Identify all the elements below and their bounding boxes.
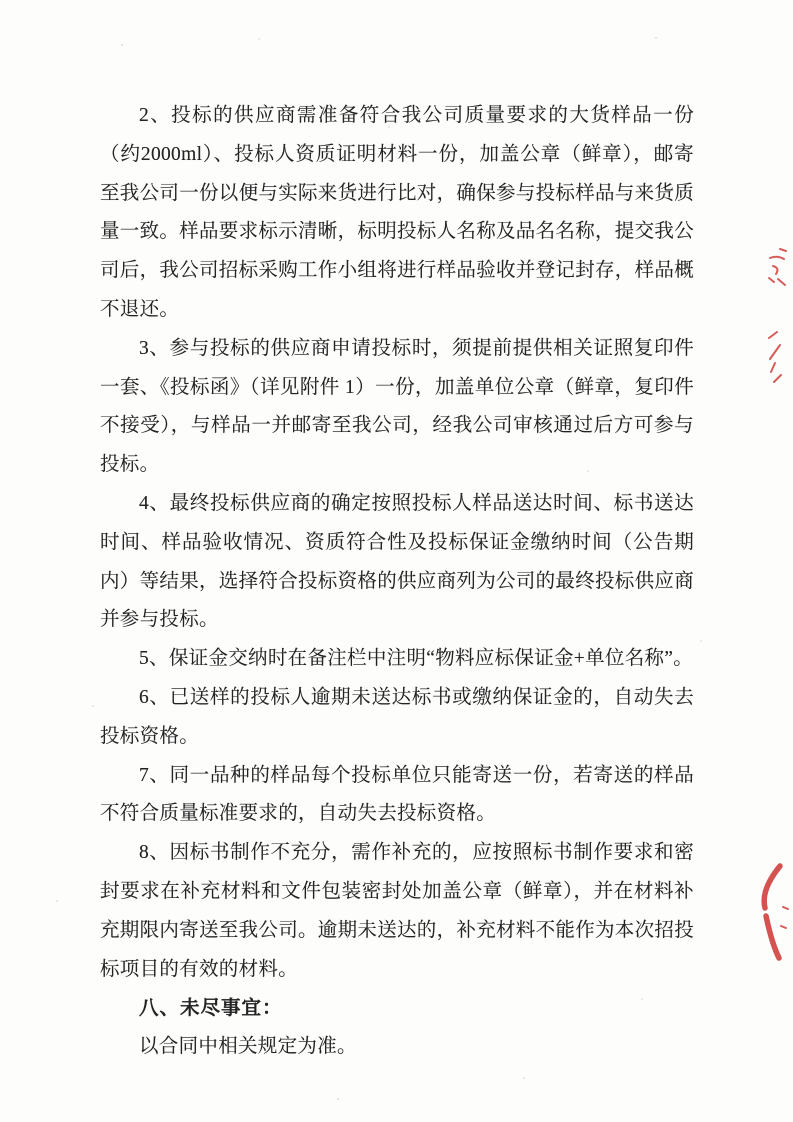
red-seal-arc-fragment (756, 860, 793, 964)
paragraph-item-3: 3、参与投标的供应商申请投标时，须提前提供相关证照复印件一套、《投标函》（详见附件 1）一份，加盖单位公章（鲜章，复印件不接受），与样品一并邮寄至我公司，经我公司审核通过后方可参与投标。 (100, 337, 694, 476)
paragraph-item-4: 4、最终投标供应商的确定按照投标人样品送达时间、标书送达时间、样品验收情况、资质符合性及投标保证金缴纳时间（公告期内）等结果，选择符合投标资格的供应商列为公司的最终投标供应商并参与投标。 (100, 492, 695, 631)
paragraph-item-2: 2、投标的供应商需准备符合我公司质量要求的大货样品一份（约2000ml）、投标人资质证明材料一份，加盖公章（鲜章），邮寄至我公司一份以便与实际来货进行比对，确保参与投标样品与来货质量一致。样品要求标示清晰，标明投标人名称及品名名称，提交我公司后，我公司招标采购工作小组将进行样品验收并登记封存，样品概不退还。 (100, 105, 695, 320)
red-ink-fragment-top (764, 246, 790, 292)
closing-line: 以合同中相关规定为准。 (139, 1036, 357, 1058)
section-heading-unfinished-matters: 八、未尽事宜： (139, 997, 283, 1020)
document-body (100, 97, 694, 1067)
red-ink-fragment-middle (758, 328, 788, 386)
paragraph-item-6: 6、已送样的投标人逾期未送达标书或缴纳保证金的，自动失去投标资格。 (100, 686, 694, 747)
paragraph-item-8: 8、因标书制作不充分，需作补充的，应按照标书制作要求和密封要求在补充材料和文件包装密封处加盖公章（鲜章），并在材料补充期限内寄送至我公司。逾期未送达的，补充材料不能作为本次招投标项目的有效的材料。 (100, 842, 695, 980)
paragraph-item-5: 5、保证金交纳时在备注栏中注明“物料应标保证金+单位名称”。 (139, 648, 694, 670)
paragraph-item-7: 7、同一品种的样品每个投标单位只能寄送一份，若寄送的样品不符合质量标准要求的，自动失去投标资格。 (100, 764, 694, 825)
scan-noise-specks (0, 0, 2, 2)
